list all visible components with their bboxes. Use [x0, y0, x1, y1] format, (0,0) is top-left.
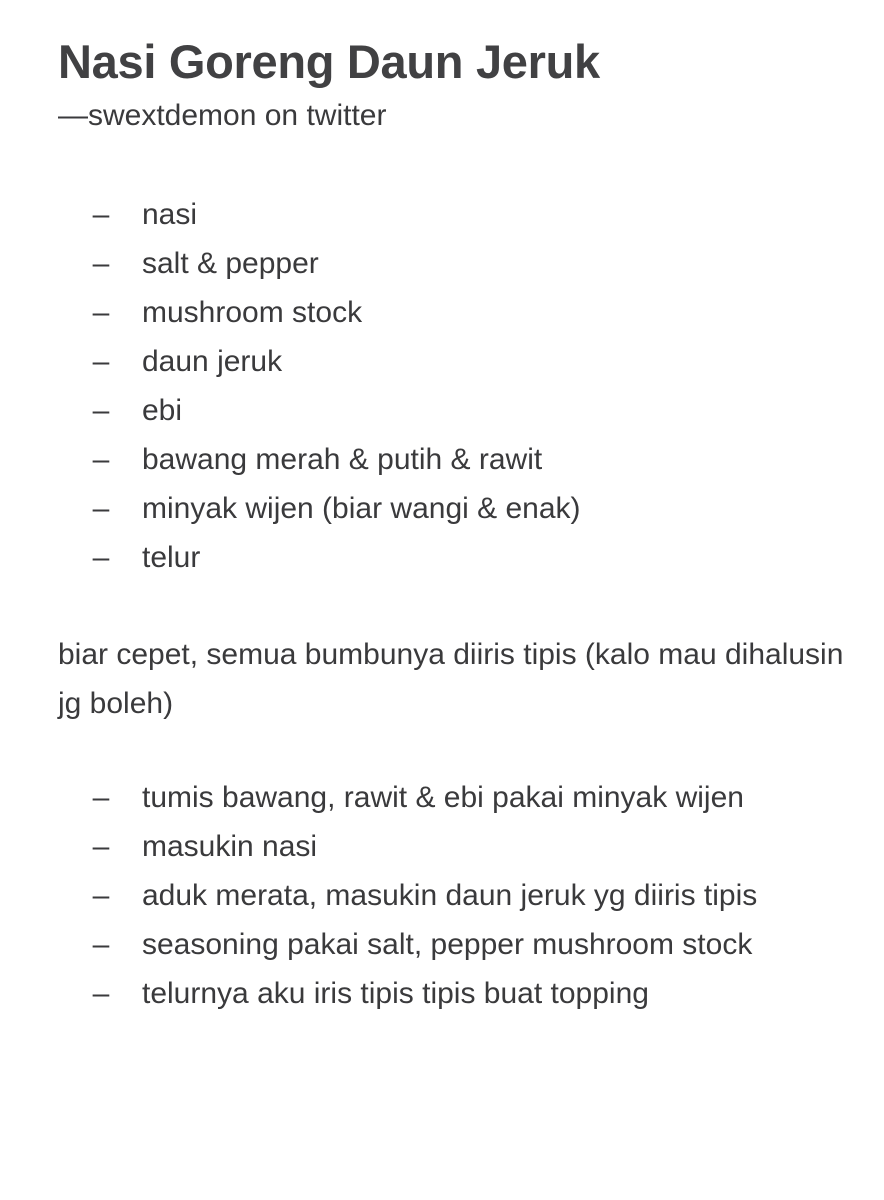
list-item — [58, 435, 848, 484]
ingredient-text: minyak wijen (biar wangi & enak) — [142, 492, 581, 525]
list-item — [58, 871, 848, 920]
steps-list — [58, 773, 848, 1018]
dash-bullet: – — [92, 198, 110, 231]
ingredient-text: mushroom stock — [142, 296, 363, 329]
list-item — [58, 773, 848, 822]
dash-bullet: – — [92, 977, 110, 1010]
list-item — [58, 190, 848, 239]
list-item — [58, 337, 848, 386]
step-text: tumis bawang, rawit & ebi pakai minyak wijen — [142, 781, 744, 814]
ingredient-text: telur — [142, 541, 201, 574]
ingredients-list — [58, 190, 848, 582]
instruction-paragraph: biar cepet, semua bumbunya diiris tipis (kalo mau dihalusin jg boleh) — [58, 638, 844, 720]
step-text: masukin nasi — [142, 830, 318, 863]
step-text: telurnya aku iris tipis tipis buat topping — [142, 977, 649, 1010]
list-item — [58, 969, 848, 1018]
step-text: aduk merata, masukin daun jeruk yg diiris tipis — [142, 879, 758, 912]
list-item — [58, 386, 848, 435]
dash-bullet: – — [92, 443, 110, 476]
note-attribution: —swextdemon on twitter — [58, 99, 387, 132]
ingredient-text: bawang merah & putih & rawit — [142, 443, 543, 476]
step-text: seasoning pakai salt, pepper mushroom stock — [142, 928, 753, 961]
list-item — [58, 822, 848, 871]
dash-bullet: – — [92, 345, 110, 378]
dash-bullet: – — [92, 296, 110, 329]
dash-bullet: – — [92, 492, 110, 525]
list-item — [58, 920, 848, 969]
note-body[interactable] — [58, 30, 848, 1018]
list-item — [58, 239, 848, 288]
ingredient-text: ebi — [142, 394, 183, 427]
dash-bullet: – — [92, 830, 110, 863]
dash-bullet: – — [92, 541, 110, 574]
ingredient-text: daun jeruk — [142, 345, 283, 378]
dash-bullet: – — [92, 781, 110, 814]
ingredient-text: nasi — [142, 198, 198, 231]
list-item — [58, 288, 848, 337]
dash-bullet: – — [92, 394, 110, 427]
dash-bullet: – — [92, 879, 110, 912]
note-title: Nasi Goreng Daun Jeruk — [58, 35, 600, 88]
ingredient-text: salt & pepper — [142, 247, 319, 280]
list-item — [58, 484, 848, 533]
list-item — [58, 533, 848, 582]
dash-bullet: – — [92, 928, 110, 961]
dash-bullet: – — [92, 247, 110, 280]
